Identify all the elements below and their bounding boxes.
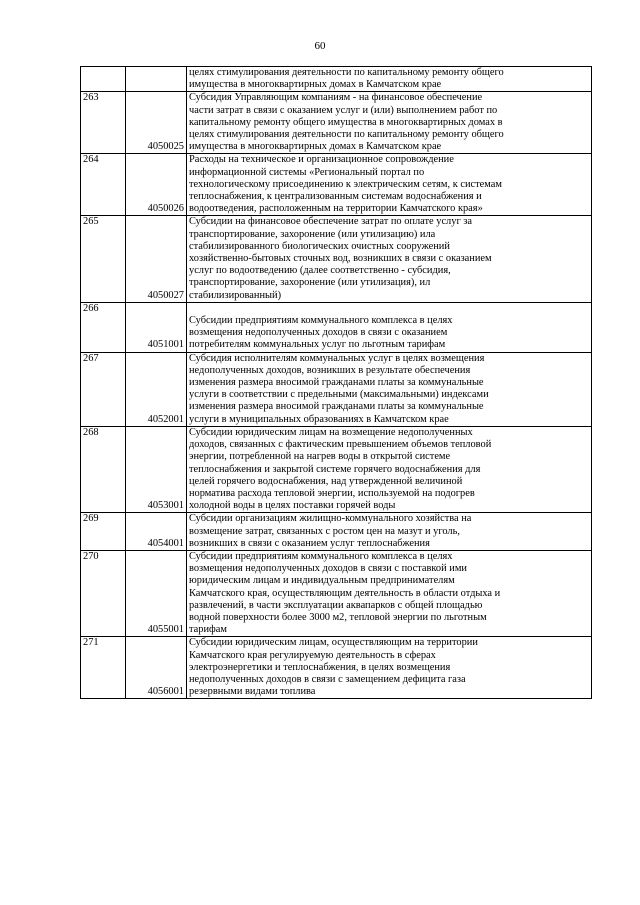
row-description — [187, 352, 592, 426]
description-line: тарифам — [189, 624, 227, 636]
description-line: возникших в связи с оказанием услуг теплоснабжения — [189, 537, 430, 549]
description-line: теплоснабжения, к централизованным системам водоснабжения и — [189, 191, 482, 203]
row-code: 4051001 — [126, 302, 187, 352]
description-line: целях стимулирования деятельности по капитальному ремонту общего — [189, 129, 504, 141]
row-number: 269 — [81, 513, 126, 551]
table-body — [81, 67, 592, 699]
description-line: Камчатского края, осуществляющим деятельность в области отдыха и — [189, 587, 501, 599]
description-line: имущества в многоквартирных домах в Камчатском крае — [189, 79, 442, 91]
description-line: изменения размера вносимой гражданами платы за коммунальные — [189, 377, 484, 389]
description-line: теплоснабжения и закрытой системе горячего водоснабжения для — [189, 463, 481, 475]
row-code — [126, 67, 187, 92]
row-description — [187, 154, 592, 216]
row-description — [187, 550, 592, 636]
description-line: развлечений, в части эксплуатации аквапарков с общей площадью — [189, 599, 483, 611]
row-number: 263 — [81, 92, 126, 154]
row-number: 271 — [81, 637, 126, 699]
table-row — [81, 513, 592, 551]
description-line: возмещения недополученных доходов в связи с поставкой ими — [189, 563, 467, 575]
description-line: Субсидии на финансовое обеспечение затрат по оплате услуг за — [189, 216, 473, 228]
description-line: возмещение затрат, связанных с ростом цен на мазут и уголь, — [189, 525, 460, 537]
description-line: Субсидии предприятиям коммунального комплекса в целях — [189, 550, 453, 562]
table-row — [81, 302, 592, 352]
description-line: норматива расхода тепловой энергии, используемой на подогрев — [189, 487, 475, 499]
description-line: Камчатского края регулируемую деятельность в сферах — [189, 649, 436, 661]
page-number: 60 — [314, 40, 326, 52]
row-number — [81, 67, 126, 92]
row-number: 268 — [81, 426, 126, 512]
description-line: части затрат в связи с оказанием услуг и (или) выполнением работ по — [189, 104, 498, 116]
row-description — [187, 637, 592, 699]
description-line: технологическому присоединению к электрическим сетям, к системам — [189, 178, 502, 190]
row-code: 4056001 — [126, 637, 187, 699]
description-line: возмещения недополученных доходов в связи с оказанием — [189, 327, 448, 339]
row-code: 4053001 — [126, 426, 187, 512]
description-line: юридическим лицам и индивидуальным предпринимателям — [189, 575, 455, 587]
description-line: Субсидия Управляющим компаниям - на финансовое обеспечение — [189, 92, 483, 104]
row-code: 4050027 — [126, 216, 187, 302]
description-line: недополученных доходов в связи с замещением дефицита газа — [189, 673, 466, 685]
table-row — [81, 67, 592, 92]
description-line: Субсидии юридическим лицам на возмещение недополученных — [189, 426, 473, 438]
row-description — [187, 426, 592, 512]
table-row — [81, 154, 592, 216]
description-line: стабилизированного биологических очистных сооружений — [189, 240, 450, 252]
row-code: 4050026 — [126, 154, 187, 216]
row-description — [187, 67, 592, 92]
description-line: целях стимулирования деятельности по капитальному ремонту общего — [189, 67, 504, 78]
description-line: потребителям коммунальных услуг по льготным тарифам — [189, 339, 446, 351]
description-line: резервными видами топлива — [189, 686, 316, 698]
table-row — [81, 550, 592, 636]
description-line: услуги в муниципальных образованиях в Камчатском крае — [189, 413, 449, 425]
row-code: 4054001 — [126, 513, 187, 551]
description-line: Расходы на техническое и организационное сопровождение — [189, 154, 454, 166]
classification-table — [80, 66, 592, 699]
row-number: 267 — [81, 352, 126, 426]
row-description — [187, 513, 592, 551]
row-description — [187, 302, 592, 352]
description-line: капитальному ремонту общего имущества в многоквартирных домах в — [189, 116, 503, 128]
table-row — [81, 216, 592, 302]
description-line — [189, 303, 589, 315]
description-line: электроэнергетики и теплоснабжения, в целях возмещения — [189, 661, 451, 673]
description-line: недополученных доходов, возникших в результате обеспечения — [189, 364, 471, 376]
description-line: транспортирование, захоронение (или утилизация), ил — [189, 277, 431, 289]
table-row — [81, 352, 592, 426]
description-line: энергии, потребленной на нагрев воды в открытой системе — [189, 451, 451, 463]
description-line: имущества в многоквартирных домах в Камчатском крае — [189, 141, 442, 153]
table-row — [81, 637, 592, 699]
row-number: 264 — [81, 154, 126, 216]
row-code: 4052001 — [126, 352, 187, 426]
description-line: Субсидии юридическим лицам, осуществляющим на территории — [189, 637, 478, 649]
description-line: услуг по водоотведению (далее соответственно - субсидия, — [189, 265, 451, 277]
table-row — [81, 426, 592, 512]
description-line: информационной системы «Региональный портал по — [189, 166, 425, 178]
description-line: доходов, связанных с фактическим превышением объемов тепловой — [189, 439, 492, 451]
row-number: 270 — [81, 550, 126, 636]
description-line: целей горячего водоснабжения, над утвержденной величиной — [189, 475, 463, 487]
row-number: 265 — [81, 216, 126, 302]
description-line: хозяйственно-бытовых сточных вод, возникших в связи с оказанием — [189, 253, 492, 265]
description-line: Субсидия исполнителям коммунальных услуг в целях возмещения — [189, 352, 485, 364]
row-description — [187, 216, 592, 302]
row-description — [187, 92, 592, 154]
row-number: 266 — [81, 302, 126, 352]
description-line: услуги в соответствии с предельными (максимальными) индексами — [189, 389, 489, 401]
row-code: 4055001 — [126, 550, 187, 636]
description-line: Субсидии организациям жилищно-коммунального хозяйства на — [189, 513, 472, 525]
description-line: транспортирование, захоронение (или утилизацию) ила — [189, 228, 436, 240]
description-line: изменения размера вносимой гражданами платы за коммунальные — [189, 401, 484, 413]
table-row — [81, 92, 592, 154]
description-line: водной поверхности более 3000 м2, тепловой энергии по льготным — [189, 611, 487, 623]
description-line: холодной воды в целях поставки горячей воды — [189, 500, 396, 512]
description-line: Субсидии предприятиям коммунального комплекса в целях — [189, 315, 453, 327]
description-line: стабилизированный) — [189, 289, 282, 301]
row-code: 4050025 — [126, 92, 187, 154]
description-line: водоотведения, расположенным на территории Камчатского края» — [189, 203, 483, 215]
